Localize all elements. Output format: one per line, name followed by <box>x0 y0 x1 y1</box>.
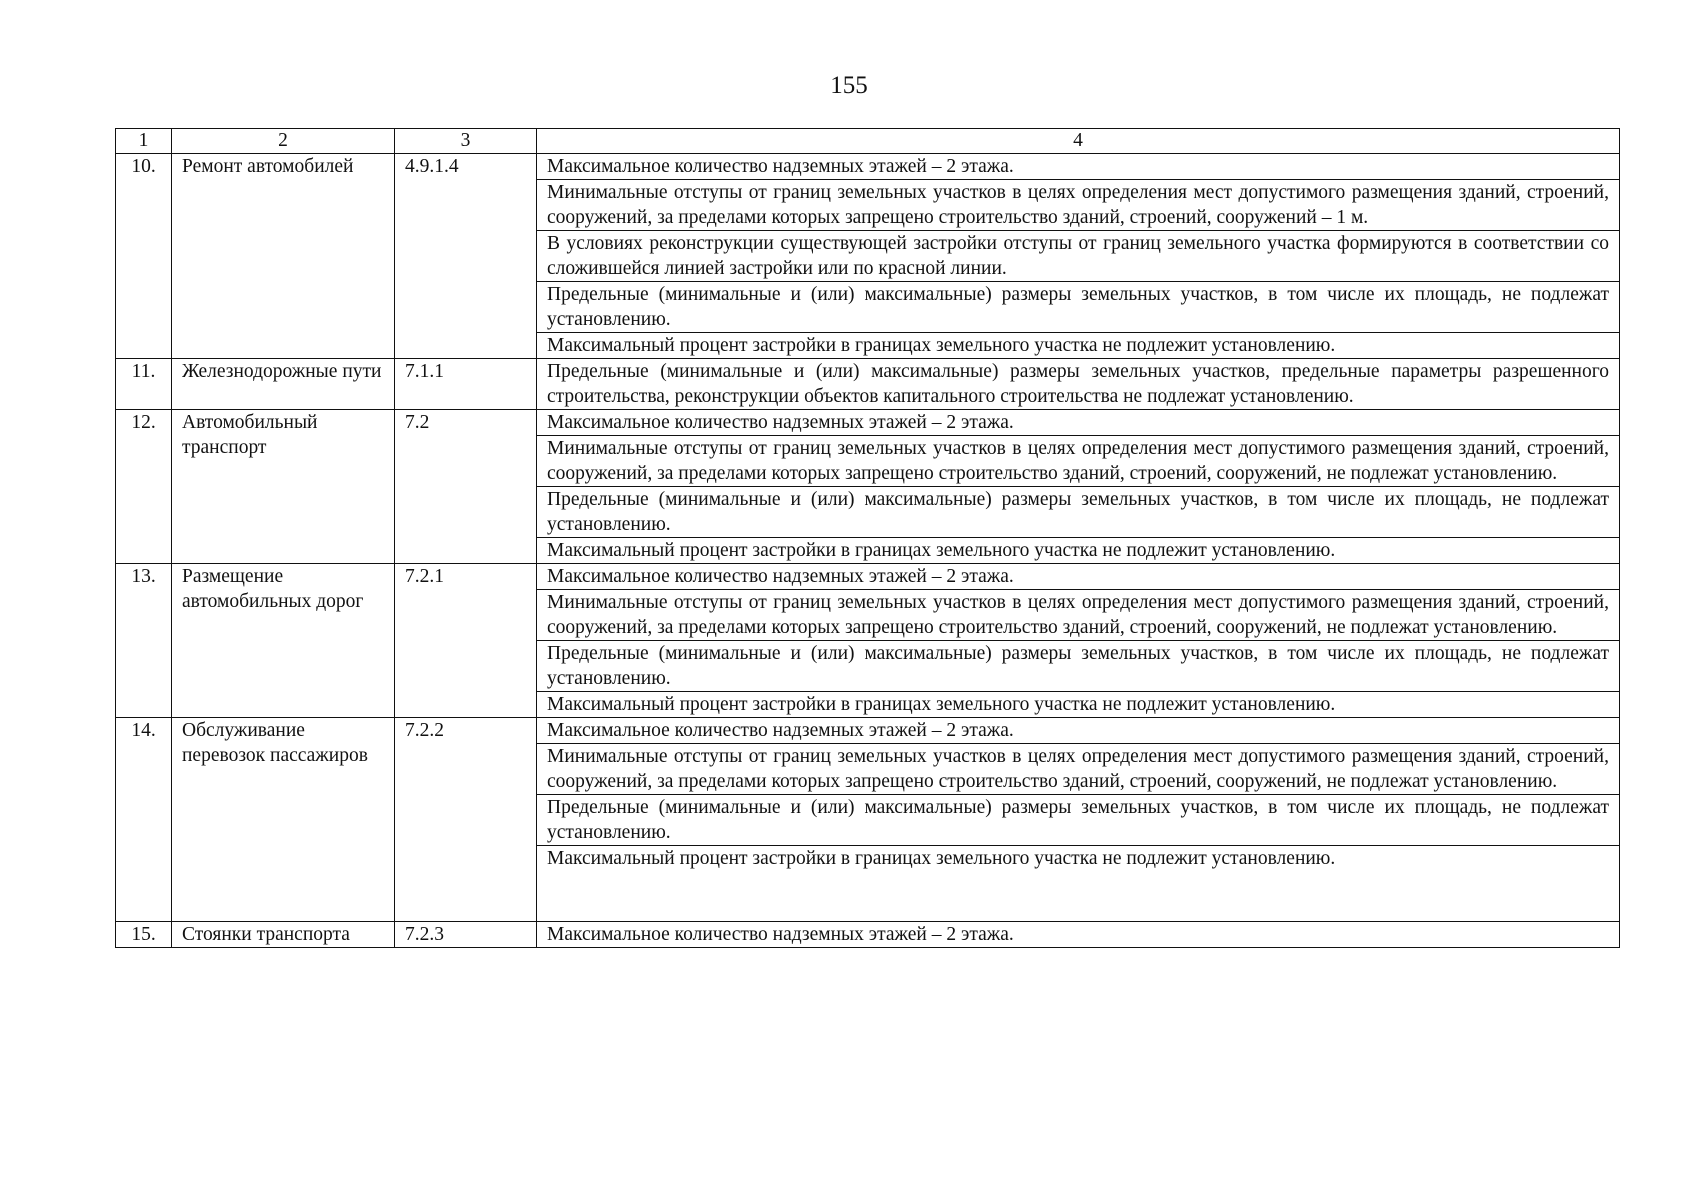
requirement-text: Максимальный процент застройки в границах земельного участка не подлежит установлению. <box>537 538 1620 564</box>
use-type-code: 7.1.1 <box>395 359 537 410</box>
requirement-text: Максимальный процент застройки в границах земельного участка не подлежит установлению. <box>537 846 1620 872</box>
use-type-code: 7.2.1 <box>395 564 537 718</box>
regulations-table <box>115 128 1620 948</box>
requirement-text: Максимальный процент застройки в границах земельного участка не подлежит установлению. <box>537 333 1620 359</box>
table-row <box>116 410 1620 436</box>
requirement-text: Максимальное количество надземных этажей – 2 этажа. <box>537 718 1620 744</box>
row-number: 11. <box>116 359 172 410</box>
table-row <box>116 922 1620 948</box>
header-col-4: 4 <box>537 129 1620 154</box>
table-row <box>116 564 1620 590</box>
table-row <box>116 718 1620 744</box>
requirement-text: Минимальные отступы от границ земельных участков в целях определения мест допустимого размещения зданий, строений, сооружений, за пределами которых запрещено строительство зданий, строений, сооружений, не подлежат установлению. <box>537 436 1620 487</box>
requirement-text: Максимальное количество надземных этажей – 2 этажа. <box>537 564 1620 590</box>
empty-cell <box>537 871 1620 922</box>
row-number: 12. <box>116 410 172 564</box>
use-type-code: 7.2.2 <box>395 718 537 922</box>
requirement-text: Предельные (минимальные и (или) максимальные) размеры земельных участков, в том числе их площадь, не подлежат установлению. <box>537 641 1620 692</box>
requirement-text: Предельные (минимальные и (или) максимальные) размеры земельных участков, в том числе их площадь, не подлежат установлению. <box>537 282 1620 333</box>
requirement-text: В условиях реконструкции существующей застройки отступы от границ земельного участка формируются в соответствии со сложившейся линией застройки или по красной линии. <box>537 231 1620 282</box>
page-number: 155 <box>830 72 868 99</box>
use-type-code: 7.2.3 <box>395 922 537 948</box>
header-col-1: 1 <box>116 129 172 154</box>
table-row <box>116 359 1620 410</box>
use-type-code: 7.2 <box>395 410 537 564</box>
requirement-text: Минимальные отступы от границ земельных участков в целях определения мест допустимого размещения зданий, строений, сооружений, за пределами которых запрещено строительство зданий, строений, сооружений, не подлежат установлению. <box>537 590 1620 641</box>
requirement-text: Предельные (минимальные и (или) максимальные) размеры земельных участков, в том числе их площадь, не подлежат установлению. <box>537 487 1620 538</box>
requirement-text: Максимальное количество надземных этажей – 2 этажа. <box>537 154 1620 180</box>
use-type-name: Стоянки транспорта <box>172 922 395 948</box>
requirement-text: Предельные (минимальные и (или) максимальные) размеры земельных участков, предельные параметры разрешенного строительства, реконструкции объектов капитального строительства не подлежат установлению. <box>537 359 1620 410</box>
header-col-2: 2 <box>172 129 395 154</box>
row-number: 13. <box>116 564 172 718</box>
requirement-text: Предельные (минимальные и (или) максимальные) размеры земельных участков, в том числе их площадь, не подлежат установлению. <box>537 795 1620 846</box>
header-col-3: 3 <box>395 129 537 154</box>
use-type-name: Обслуживание перевозок пассажиров <box>172 718 395 922</box>
use-type-code: 4.9.1.4 <box>395 154 537 359</box>
requirement-text: Минимальные отступы от границ земельных участков в целях определения мест допустимого размещения зданий, строений, сооружений, за пределами которых запрещено строительство зданий, строений, сооружений – 1 м. <box>537 180 1620 231</box>
use-type-name: Ремонт автомобилей <box>172 154 395 359</box>
row-number: 10. <box>116 154 172 359</box>
requirement-text: Максимальное количество надземных этажей – 2 этажа. <box>537 410 1620 436</box>
requirement-text: Минимальные отступы от границ земельных участков в целях определения мест допустимого размещения зданий, строений, сооружений, за пределами которых запрещено строительство зданий, строений, сооружений, не подлежат установлению. <box>537 744 1620 795</box>
requirement-text: Максимальный процент застройки в границах земельного участка не подлежит установлению. <box>537 692 1620 718</box>
row-number: 15. <box>116 922 172 948</box>
table-row <box>116 154 1620 180</box>
table-header-row <box>116 129 1620 154</box>
use-type-name: Железнодорожные пути <box>172 359 395 410</box>
use-type-name: Автомобильный транспорт <box>172 410 395 564</box>
use-type-name: Размещение автомобильных дорог <box>172 564 395 718</box>
row-number: 14. <box>116 718 172 922</box>
requirement-text: Максимальное количество надземных этажей – 2 этажа. <box>537 922 1620 948</box>
